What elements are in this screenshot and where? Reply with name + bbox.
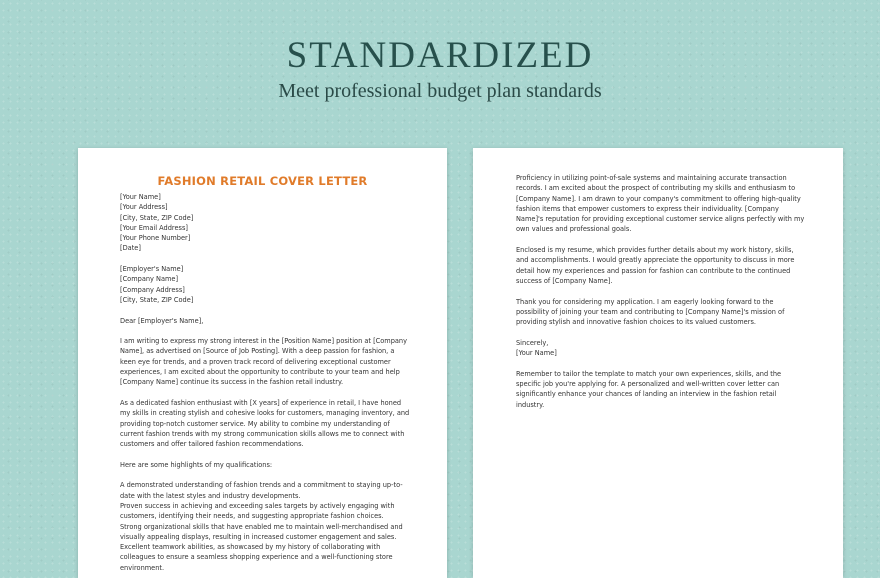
- sender-name: [Your Name]: [120, 193, 161, 201]
- document-page-2: [473, 148, 843, 578]
- document-body-2: [516, 173, 806, 420]
- highlights-list: [120, 480, 410, 573]
- signature-name: [Your Name]: [516, 349, 557, 358]
- sender-phone: [Your Phone Number]: [120, 234, 191, 243]
- sender-date: [Date]: [120, 244, 141, 253]
- highlights-intro: Here are some highlights of my qualifications:: [120, 460, 273, 469]
- salutation: Dear [Employer's Name],: [120, 316, 204, 325]
- letter-paragraph: Proficiency in utilizing point-of-sale systems and maintaining accurate transaction records. I am excited about the prospect of contributing my skills and enthusiasm to [Company Name]. I am drawn to your company's commitment to offering high-quality fashion items that empower customers to express their individuality. [Company Name]'s reputation for providing exceptional customer service aligns perfectly with my own values and professional goals.: [516, 174, 805, 234]
- recipient-company: [Company Name]: [120, 275, 179, 284]
- recipient-name: [Employer's Name]: [120, 265, 184, 274]
- closing: Sincerely,: [516, 338, 549, 347]
- highlight-item: Proven success in achieving and exceeding sales targets by actively engaging with customers, identifying their needs, and suggesting appropriate fashion choices.: [120, 501, 395, 521]
- sender-address: [Your Address]: [120, 203, 168, 212]
- document-page-1: [78, 148, 447, 578]
- letter-paragraph: I am writing to express my strong interest in the [Position Name] position at [Company Name], as advertised on [Source of Job Posting]. With a deep passion for fashion, a keen eye for trends, and a proven track record of delivering exceptional customer experiences, I am excited about the opportunity to contribute to your team and help [Company Name] continue its success in the fashion retail industry.: [120, 337, 408, 387]
- recipient-city: [City, State, ZIP Code]: [120, 295, 194, 304]
- page-subheadline: Meet professional budget plan standards: [278, 80, 602, 102]
- sender-block: [120, 192, 410, 254]
- letter-paragraph: Enclosed is my resume, which provides further details about my work history, skills, and accomplishments. I would greatly appreciate the opportunity to discuss in more detail how my experiences and passion for fashion can contribute to the continued success of [Company Name].: [516, 246, 795, 285]
- highlight-item: Strong organizational skills that have enabled me to maintain well-merchandised and visually appealing displays, resulting in increased customer engagement and sales.: [120, 522, 403, 541]
- letter-paragraph: As a dedicated fashion enthusiast with [X years] of experience in retail, I have honed my skills in creating stylish and cohesive looks for customers, managing inventory, and providing top-notch customer service. My ability to combine my understanding of current fashion trends with my strong communication skills allows me to connect with customers and offer tailored fashion recommendations.: [120, 398, 410, 449]
- highlight-item: Excellent teamwork abilities, as showcased by my history of collaborating with colleagues to ensure a seamless shopping experience and a well-functioning store environment.: [120, 543, 393, 572]
- recipient-address: [Company Address]: [120, 285, 185, 294]
- closing-block: [516, 338, 806, 359]
- document-title: FASHION RETAIL COVER LETTER: [157, 174, 368, 188]
- letter-paragraph: Thank you for considering my application. I am eagerly looking forward to the possibility of joining your team and contributing to [Company Name]'s mission of providing stylish and innovative fashion choices to its valued customers.: [516, 297, 785, 327]
- highlight-item: A demonstrated understanding of fashion trends and a commitment to staying up-to-date with the latest styles and industry developments.: [120, 481, 403, 500]
- recipient-block: [120, 264, 410, 305]
- document-body-1: [120, 192, 410, 578]
- page-headline: STANDARDIZED: [286, 35, 594, 76]
- template-note: Remember to tailor the template to match your own experiences, skills, and the specific job you're applying for. A personalized and well-written cover letter can significantly enhance your chances of landing an interview in the fashion retail industry.: [516, 369, 782, 409]
- sender-city: [City, State, ZIP Code]: [120, 213, 194, 222]
- sender-email: [Your Email Address]: [120, 223, 188, 232]
